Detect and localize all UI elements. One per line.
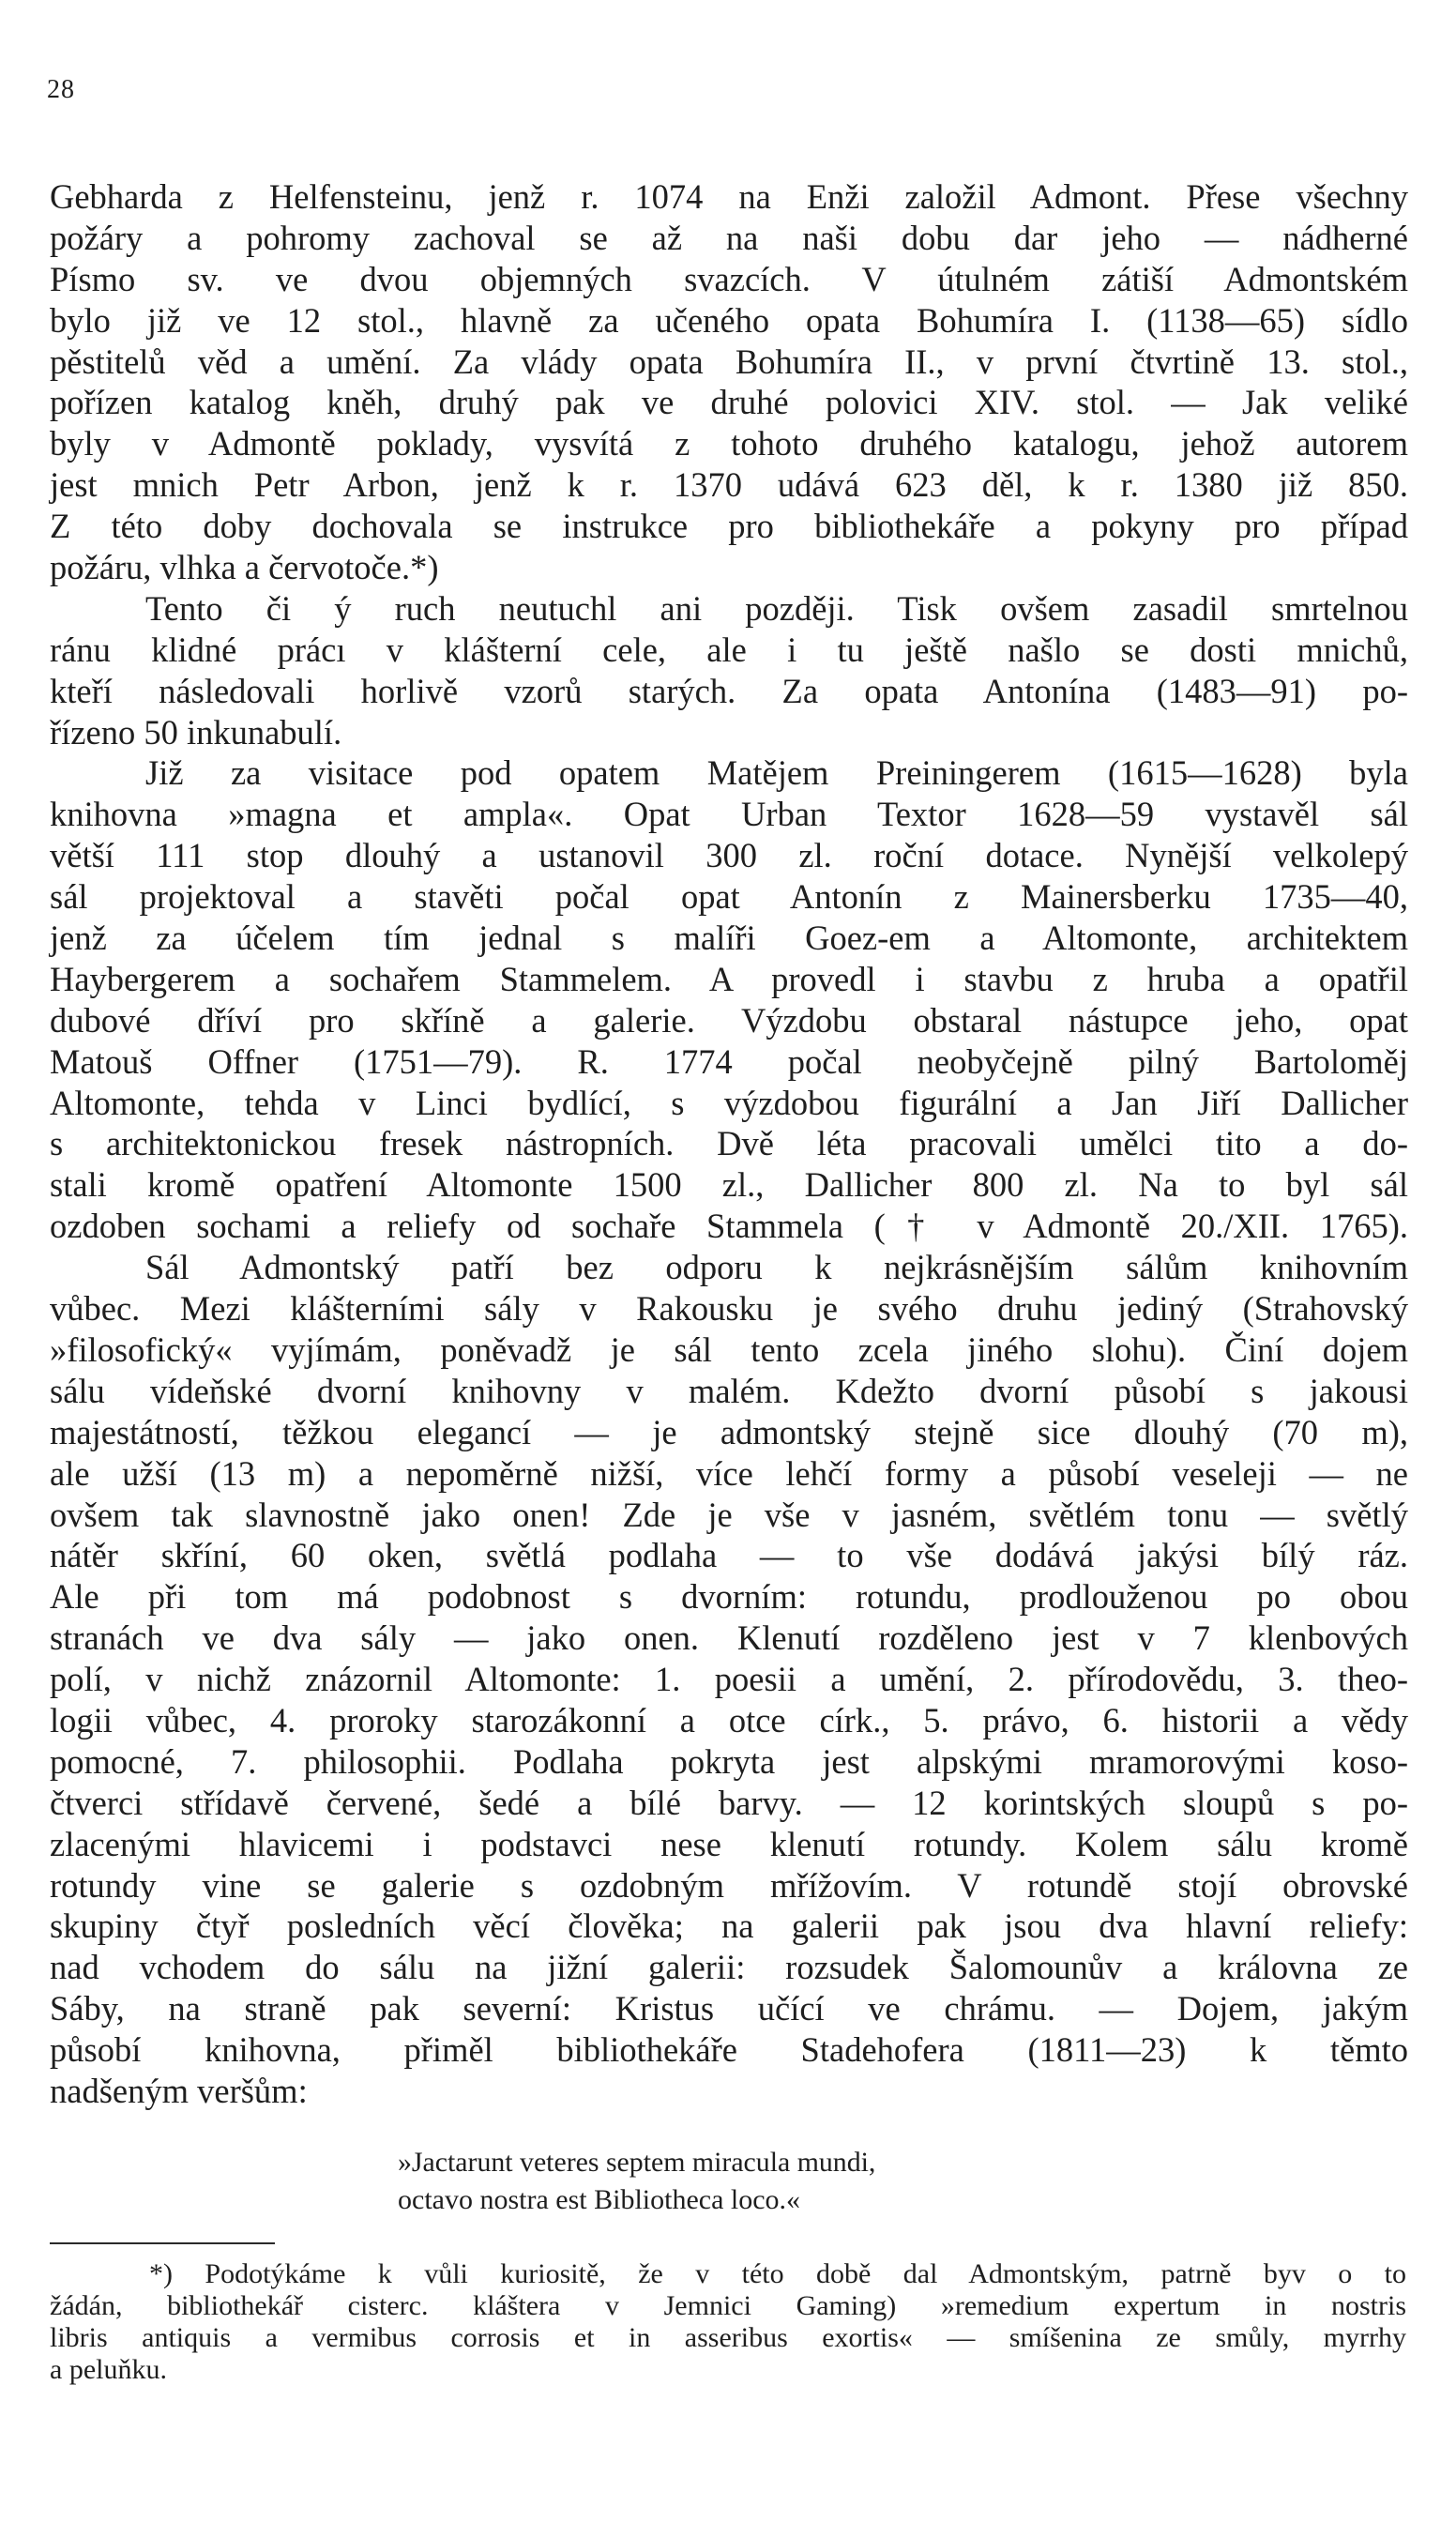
quote-line: octavo nostra est Bibliotheca loco.« <box>398 2184 801 2215</box>
text-line: pomocné, 7. philosophii. Podlaha pokryta jest alpskými mramorovými koso- <box>50 1741 1408 1781</box>
text-line: byly v Admontě poklady, vysvítá z tohoto druhého katalogu, jehož autorem <box>50 424 1408 463</box>
text-line: ale užší (13 m) a nepoměrně nižší, více lehčí formy a působí veseleji — ne <box>50 1453 1408 1493</box>
text-line: ozdoben sochami a reliefy od sochaře Stammela († v Admontě 20./XII. 1765). <box>50 1207 1408 1246</box>
footnote-line: *) Podotýkáme k vůli kuriositě, že v této době dal Admontským, patrně byv o to <box>149 2258 1406 2289</box>
text-line: Z této doby dochovala se instrukce pro bibliothekáře a pokyny pro případ <box>50 507 1408 546</box>
text-line: sál projektoval a stavěti počal opat Antonín z Mainersberku 1735—40, <box>50 877 1408 917</box>
text-line: řízeno 50 inkunabulí. <box>50 712 342 752</box>
text-line: rotundy vine se galerie s ozdobným mřížovím. V rotundě stojí obrovské <box>50 1865 1408 1905</box>
text-line: ránu klidné prácı v klášterní cele, ale i tu ještě našlo se dosti mnichů, <box>50 630 1408 669</box>
page-number: 28 <box>47 75 75 104</box>
text-line: knihovna »magna et ampla«. Opat Urban Textor 1628—59 vystavěl sál <box>50 795 1408 834</box>
footnote <box>50 2258 1406 2386</box>
text-line: požáru, vlhka a červotoče.*) <box>50 548 439 587</box>
text-line: čtverci střídavě červené, šedé a bílé barvy. — 12 korintských sloupů s po- <box>50 1783 1408 1822</box>
text-line: působí knihovna, přiměl bibliothekáře Stadehofera (1811—23) k těmto <box>50 2030 1408 2070</box>
latin-quote <box>398 2144 875 2219</box>
text-line: »filosofický« vyjímám, poněvadž je sál tento zcela jiného slohu). Činí dojem <box>50 1329 1408 1369</box>
footnote-line: a peluňku. <box>50 2354 167 2385</box>
text-line: Ale při tom má podobnost s dvorním: rotundu, prodlouženou po obou <box>50 1577 1408 1617</box>
footnote-line: žádán, bibliothekář cisterc. kláštera v Jemnici Gaming) »remedium expertum in nostris <box>50 2290 1406 2321</box>
text-line: nadšeným veršům: <box>50 2071 308 2110</box>
text-line: jenž za účelem tím jednal s malíři Goez-em a Altomonte, architektem <box>50 919 1408 958</box>
text-line: logii vůbec, 4. proroky starozákonní a otce círk., 5. právo, 6. historii a vědy <box>50 1700 1408 1739</box>
text-line: majestátností, těžkou elegancí — je admontský stejně sice dlouhý (70 m), <box>50 1412 1408 1451</box>
text-line: sálu vídeňské dvorní knihovny v malém. Kdežto dvorní působí s jakousi <box>50 1371 1408 1410</box>
footnote-line: libris antiquis a vermibus corrosis et in asseribus exortis« — smíšenina ze smůly, myrrhy <box>50 2322 1406 2353</box>
text-line: bylo již ve 12 stol., hlavně za učeného opata Bohumíra I. (1138—65) sídlo <box>50 300 1408 340</box>
text-line: kteří následovali horlivě vzorů starých. Za opata Antonína (1483—91) po- <box>50 671 1408 710</box>
text-line: stali kromě opatření Altomonte 1500 zl., Dallicher 800 zl. Na to byl sál <box>50 1165 1408 1205</box>
body-text <box>50 176 1408 2112</box>
text-line: Písmo sv. ve dvou objemných svazcích. V útulném zátiší Admontském <box>50 259 1408 298</box>
text-line: Již za visitace pod opatem Matějem Preiningerem (1615—1628) byla <box>145 753 1408 793</box>
text-line: skupiny čtyř posledních věcí člověka; na galerii pak jsou dva hlavní reliefy: <box>50 1907 1408 1946</box>
text-line: Tento či ý ruch neutuchl ani později. Tisk ovšem zasadil smrtelnou <box>145 588 1408 628</box>
text-line: Sáby, na straně pak severní: Kristus učící ve chrámu. — Dojem, jakým <box>50 1989 1408 2028</box>
text-line: vůbec. Mezi klášterními sály v Rakousku je svého druhu jediný (Strahovský <box>50 1289 1408 1329</box>
footnote-divider <box>50 2242 275 2244</box>
text-line: pořízen katalog kněh, druhý pak ve druhé polovici XIV. stol. — Jak veliké <box>50 383 1408 422</box>
text-line: Gebharda z Helfensteinu, jenž r. 1074 na Enži založil Admont. Přese všechny <box>50 177 1408 216</box>
text-line: zlacenými hlavicemi i podstavci nese klenutí rotundy. Kolem sálu kromě <box>50 1824 1408 1863</box>
text-line: polí, v nichž znázornil Altomonte: 1. poesii a umění, 2. přírodovědu, 3. theo- <box>50 1660 1408 1699</box>
text-line: pěstitelů věd a umění. Za vlády opata Bohumíra II., v první čtvrtině 13. stol., <box>50 342 1408 381</box>
quote-line: »Jactarunt veteres septem miracula mundi, <box>398 2147 876 2178</box>
text-line: nad vchodem do sálu na jižní galerii: rozsudek Šalomounův a královna ze <box>50 1948 1408 1987</box>
text-line: dubové dříví pro skříně a galerie. Výzdobu obstaral nástupce jeho, opat <box>50 1000 1408 1040</box>
text-line: Matouš Offner (1751—79). R. 1774 počal neobyčejně pilný Bartoloměj <box>50 1041 1408 1081</box>
text-line: nátěr skříní, 60 oken, světlá podlaha — to vše dodává jakýsi bílý ráz. <box>50 1536 1408 1575</box>
text-line: s architektonickou fresek nástropních. Dvě léta pracovali umělci tito a do- <box>50 1124 1408 1163</box>
text-line: větší 111 stop dlouhý a ustanovil 300 zl. roční dotace. Nynější velkolepý <box>50 836 1408 875</box>
text-line: Sál Admontský patří bez odporu k nejkrásnějším sálům knihovním <box>145 1248 1408 1287</box>
text-line: ovšem tak slavnostně jako onen! Zde je vše v jasném, světlém tonu — světlý <box>50 1495 1408 1534</box>
text-line: stranách ve dva sály — jako onen. Klenutí rozděleno jest v 7 klenbových <box>50 1618 1408 1658</box>
text-line: Altomonte, tehda v Linci bydlící, s výzdobou figurální a Jan Jiří Dallicher <box>50 1083 1408 1122</box>
text-line: jest mnich Petr Arbon, jenž k r. 1370 udává 623 děl, k r. 1380 již 850. <box>50 465 1408 505</box>
text-line: požáry a pohromy zachoval se až na naši dobu dar jeho — nádherné <box>50 218 1408 257</box>
text-line: Haybergerem a sochařem Stammelem. A provedl i stavbu z hruba a opatřil <box>50 959 1408 998</box>
